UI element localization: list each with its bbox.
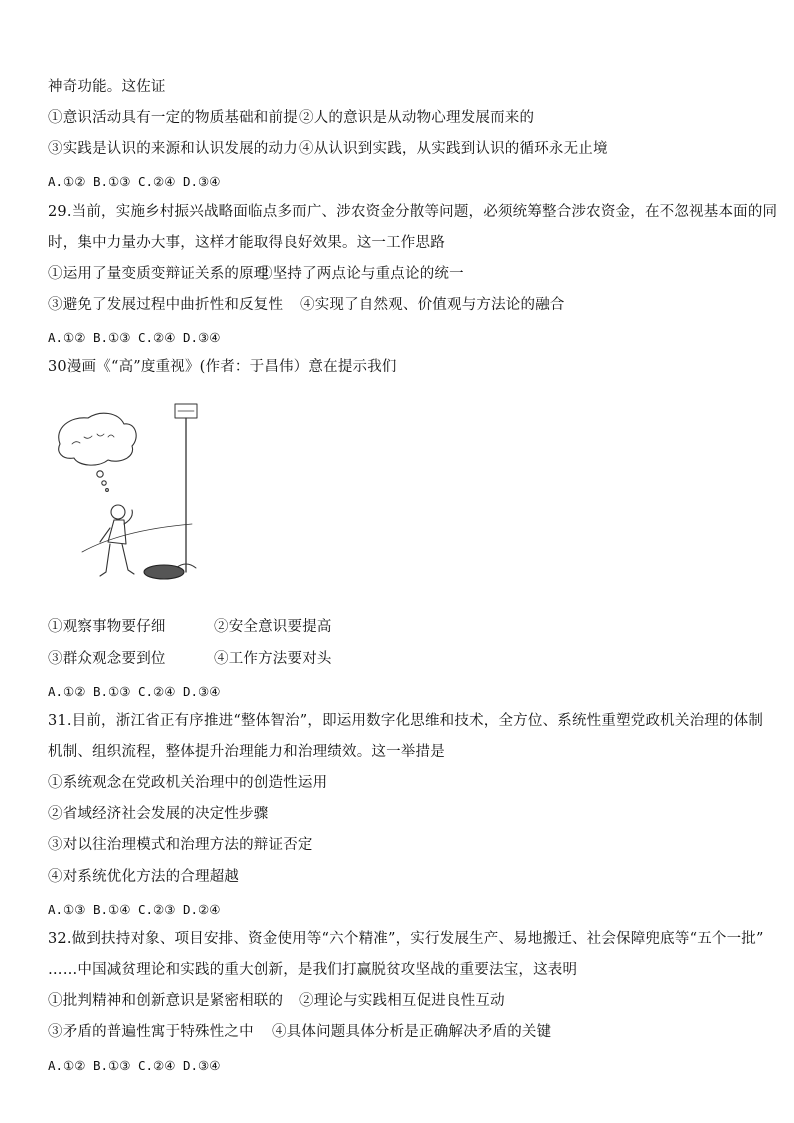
q28-option-3: ③实践是认识的来源和认识发展的动力	[48, 141, 298, 157]
q28-option-4: ④从认识到实践，从实践到认识的循环永无止境	[299, 141, 608, 157]
q32-answer-choices: A.①② B.①③ C.②④ D.③④	[48, 1058, 221, 1073]
q29-answer-choices: A.①② B.①③ C.②④ D.③④	[48, 330, 221, 345]
q32-option-3: ③矛盾的普遍性寓于特殊性之中	[48, 1024, 254, 1040]
q28-answer-choices: A.①② B.①③ C.②④ D.③④	[48, 174, 221, 189]
thought-bubble	[59, 413, 136, 465]
person-head	[111, 505, 125, 519]
q30-option-2: ②安全意识要提高	[214, 619, 332, 635]
q28-option-1: ①意识活动具有一定的物质基础和前提	[48, 110, 298, 126]
q31-option-3: ③对以往治理模式和治理方法的辩证否定	[48, 837, 313, 853]
q31-stem-line1: 31.目前，浙江省正有序推进“整体智治”，即运用数字化思维和技术，全方位、系统性重塑党政机关治理的体制	[48, 713, 764, 729]
q30-stem: 30漫画《“高”度重视》(作者：于昌伟）意在提示我们	[48, 359, 397, 375]
q29-stem-line1: 29.当前，实施乡村振兴战略面临点多而广、涉农资金分散等问题，必须统筹整合涉农资金，在不忽视基本面的同	[48, 204, 778, 220]
q28-stem-continuation: 神奇功能。这佐证	[48, 79, 166, 95]
q31-option-2: ②省域经济社会发展的决定性步骤	[48, 806, 269, 822]
cartoon-illustration	[48, 392, 198, 584]
q32-option-4: ④具体问题具体分析是正确解决矛盾的关键	[272, 1024, 552, 1040]
q32-option-2: ②理论与实践相互促进良性互动	[299, 993, 505, 1009]
q31-answer-choices: A.①③ B.①④ C.②③ D.②④	[48, 902, 221, 917]
q29-stem-line2: 时，集中力量办大事，这样才能取得良好效果。这一工作思路	[48, 235, 445, 251]
q31-stem-line2: 机制、组织流程，整体提升治理能力和治理绩效。这一举措是	[48, 744, 445, 760]
q32-stem-line2: ……中国减贫理论和实践的重大创新，是我们打赢脱贫攻坚战的重要法宝，这表明	[48, 962, 578, 978]
q30-answer-choices: A.①② B.①③ C.②④ D.③④	[48, 684, 221, 699]
q31-option-1: ①系统观念在党政机关治理中的创造性运用	[48, 775, 328, 791]
q30-option-3: ③群众观念要到位	[48, 651, 166, 667]
q32-option-1: ①批判精神和创新意识是紧密相联的	[48, 993, 284, 1009]
q29-option-2: ②坚持了两点论与重点论的统一	[258, 266, 464, 282]
q30-option-4: ④工作方法要对头	[214, 651, 332, 667]
q31-option-4: ④对系统优化方法的合理超越	[48, 869, 240, 885]
q30-option-1: ①观察事物要仔细	[48, 619, 166, 635]
q29-option-4: ④实现了自然观、价值观与方法论的融合	[300, 297, 565, 313]
open-manhole	[144, 565, 184, 579]
q29-option-1: ①运用了量变质变辩证关系的原理	[48, 266, 269, 282]
q28-option-2: ②人的意识是从动物心理发展而来的	[299, 110, 535, 126]
q32-stem-line1: 32.做到扶持对象、项目安排、资金使用等“六个精准”，实行发展生产、易地搬迁、社会保障兜底等“五个一批”	[48, 931, 764, 947]
q29-option-3: ③避免了发展过程中曲折性和反复性	[48, 297, 284, 313]
